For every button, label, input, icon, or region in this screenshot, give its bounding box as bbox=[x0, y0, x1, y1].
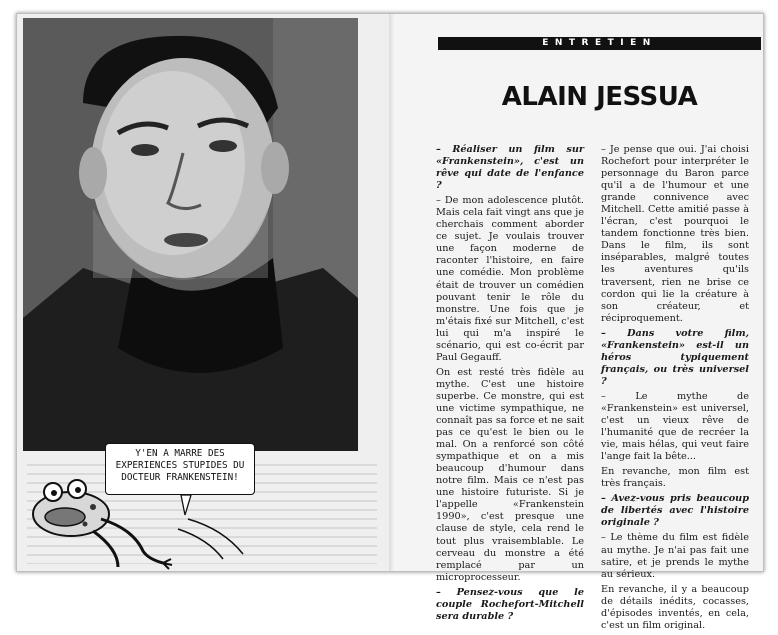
speech-bubble: Y'EN A MARRE DES EXPERIENCES STUPIDES DU DOCTEUR FRANKENSTEIN! bbox=[105, 443, 255, 495]
interview-answer: En revanche, mon film est très français. bbox=[601, 466, 749, 490]
left-page bbox=[17, 14, 395, 571]
portrait-photo bbox=[23, 18, 358, 451]
section-banner: ENTRETIEN bbox=[438, 37, 761, 50]
cartoon-frog-illustration bbox=[23, 459, 253, 571]
interview-answer: – De mon adolescence plutôt. Mais cela fait vingt ans que je cherchais comment aborder ce sujet. Je voulais trouver une façon moderne de raconter l'histoire, en faire une comédie. Mon problème était de trouver un comédien pouvant tenir le rôle du monstre. Une fois que je m'étais fixé sur Mitchell, c'est lui qui m'a inspiré le scénario, qui est co-écrit par Paul Gegauff. bbox=[436, 195, 584, 363]
article-title: ALAIN JESSUA bbox=[501, 82, 698, 112]
interview-question: – Avez-vous pris beaucoup de libertés avec l'histoire originale ? bbox=[601, 493, 749, 529]
interview-answer: On est resté très fidèle au mythe. C'est une histoire superbe. Ce monstre, qui est une victime sympathique, ne connaît pas sa force et ne sait pas ce qu'est le bien ou le mal. On a renforcé son côté sympathique et on a mis beaucoup d'humour dans notre film. Mais ce n'est pas une histoire futuriste. Si je l'appelle «Frankenstein 1990», c'est presque une clause de style, cela rend le tout plus vraisemblable. Le cerveau du monstre a été remplacé par un microprocesseur. bbox=[436, 366, 584, 583]
magazine-spread bbox=[16, 13, 764, 631]
interview-question: – Réaliser un film sur «Frankenstein», c'est un rêve qui date de l'enfance ? bbox=[436, 144, 584, 192]
portrait-illustration bbox=[23, 18, 358, 451]
interview-answer: En revanche, il y a beaucoup de détails inédits, cocasses, d'épisodes inventés, en cela, c'est un film original. bbox=[601, 583, 749, 631]
text-column-2 bbox=[601, 144, 749, 635]
text-column-1 bbox=[436, 144, 584, 626]
interview-question: – Pensez-vous que le couple Rochefort-Mitchell sera durable ? bbox=[436, 586, 584, 622]
right-page bbox=[395, 14, 763, 631]
interview-answer: – Le thème du film est fidèle au mythe. Je n'ai pas fait une satire, et je prends le mythe au sérieux. bbox=[601, 532, 749, 580]
interview-question: – Dans votre film, «Frankenstein» est-il un héros typiquement français, ou très universel ? bbox=[601, 327, 749, 387]
interview-answer: – Je pense que oui. J'ai choisi Rochefort pour interpréter le personnage du Baron parce qu'il a de l'humour et une grande connivence avec Mitchell. Cette amitié passe à l'écran, c'est pourquoi le tandem fonctionne très bien. Dans le film, ils sont inséparables, malgré toutes les aventures qu'ils traversent, rien ne brise ce cordon qui lie la créature à son créateur, et réciproquement. bbox=[601, 144, 749, 324]
interview-answer: – Le mythe de «Frankenstein» est universel, c'est un vieux rêve de l'humanité que de recréer la vie, mais hélas, qui veut faire l'ange fait la bête... bbox=[601, 390, 749, 463]
